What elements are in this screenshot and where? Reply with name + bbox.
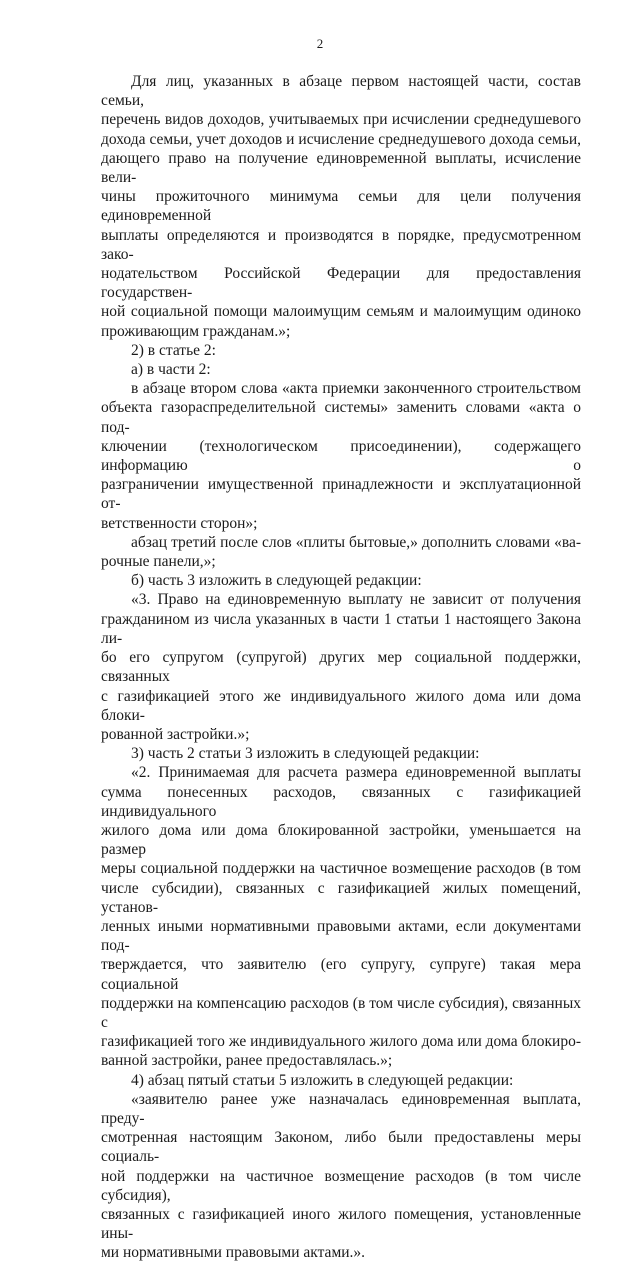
text-line: в абзаце втором слова «акта приемки законченного строительством <box>131 380 581 398</box>
text-line: ленных иными нормативными правовыми актами, если документами под- <box>101 917 581 955</box>
text-line: б) часть 3 изложить в следующей редакции: <box>131 572 422 590</box>
text-line: ключении (технологическом присоединении), содержащего информацию о <box>101 437 581 475</box>
text-line: ветственности сторон»; <box>101 514 258 532</box>
paragraph-p7 <box>101 590 581 744</box>
text-line: рочные панели,»; <box>101 553 216 571</box>
paragraph-p11 <box>101 1090 581 1263</box>
text-line: меры социальной поддержки на частичное возмещение расходов (в том <box>101 860 581 878</box>
text-line: 2) в статье 2: <box>131 341 216 359</box>
paragraph-p8 <box>101 744 581 763</box>
text-line: сумма понесенных расходов, связанных с газификацией индивидуального <box>101 783 581 820</box>
text-line: бо его супругом (супругой) других мер социальной поддержки, связанных <box>101 649 581 686</box>
text-line: а) в части 2: <box>131 361 211 379</box>
text-line: числе субсидии), связанных с газификацией жилых помещений, установ- <box>101 879 581 916</box>
text-line: смотренная настоящим Законом, либо были предоставлены меры социаль- <box>101 1129 581 1166</box>
page-number: 2 <box>316 36 324 51</box>
text-line: разграничении имущественной принадлежности и эксплуатационной от- <box>101 476 581 513</box>
paragraph-p3 <box>101 360 581 379</box>
text-line: ванной застройки, ранее предоставлялась.»; <box>101 1052 393 1070</box>
text-line: гражданином из числа указанных в части 1 статьи 1 настоящего Закона ли- <box>101 610 581 647</box>
text-line: тверждается, что заявителю (его супругу, супруге) такая мера социальной <box>101 956 581 993</box>
document-body <box>101 72 581 1263</box>
text-line: связанных с газификацией иного жилого помещения, установленные ины- <box>101 1205 581 1243</box>
text-line: ми нормативными правовыми актами.». <box>101 1244 366 1262</box>
text-line: чины прожиточного минимума семьи для цели получения единовременной <box>101 188 581 225</box>
paragraph-p5 <box>101 533 581 571</box>
text-line: перечень видов доходов, учитываемых при исчислении среднедушевого <box>101 111 581 129</box>
text-line: ной социальной помощи малоимущим семьям и малоимущим одиноко <box>101 303 581 321</box>
text-line: жилого дома или дома блокированной застройки, уменьшается на размер <box>101 821 581 859</box>
paragraph-p10 <box>101 1071 581 1090</box>
text-line: с газификацией этого же индивидуального жилого дома или дома блоки- <box>101 687 581 724</box>
text-line: поддержки на компенсацию расходов (в том числе субсидия), связанных с <box>101 994 581 1031</box>
text-line: 3) часть 2 статьи 3 изложить в следующей редакции: <box>131 745 480 763</box>
text-line: объекта газораспределительной системы» заменить словами «акта о под- <box>101 399 581 436</box>
text-line: «3. Право на единовременную выплату не зависит от получения <box>131 591 581 609</box>
paragraph-p4 <box>101 379 581 533</box>
text-line: дохода семьи, учет доходов и исчисление среднедушевого дохода семьи, <box>101 130 581 148</box>
text-line: ной поддержки на частичное возмещение расходов (в том числе субсидия), <box>101 1167 581 1204</box>
text-line: абзац третий после слов «плиты бытовые,» дополнить словами «ва- <box>131 533 581 551</box>
text-line: проживающим гражданам.»; <box>101 322 291 340</box>
paragraph-p2 <box>101 341 581 360</box>
text-line: нодательством Российской Федерации для предоставления государствен- <box>101 265 581 302</box>
text-line: газификацией того же индивидуального жилого дома или дома блокиро- <box>101 1033 581 1051</box>
paragraph-p1 <box>101 72 581 341</box>
text-line: Для лиц, указанных в абзаце первом настоящей части, состав семьи, <box>101 73 581 110</box>
paragraph-p9 <box>101 763 581 1070</box>
text-line: дающего право на получение единовременной выплаты, исчисление вели- <box>101 149 581 187</box>
text-line: 4) абзац пятый статьи 5 изложить в следующей редакции: <box>131 1071 514 1089</box>
text-line: «заявителю ранее уже назначалась единовременная выплата, преду- <box>101 1090 581 1127</box>
paragraph-p6 <box>101 571 581 590</box>
text-line: «2. Принимаемая для расчета размера единовременной выплаты <box>131 764 581 782</box>
text-line: рованной застройки.»; <box>101 725 250 743</box>
text-line: выплаты определяются и производятся в порядке, предусмотренном зако- <box>101 226 581 263</box>
